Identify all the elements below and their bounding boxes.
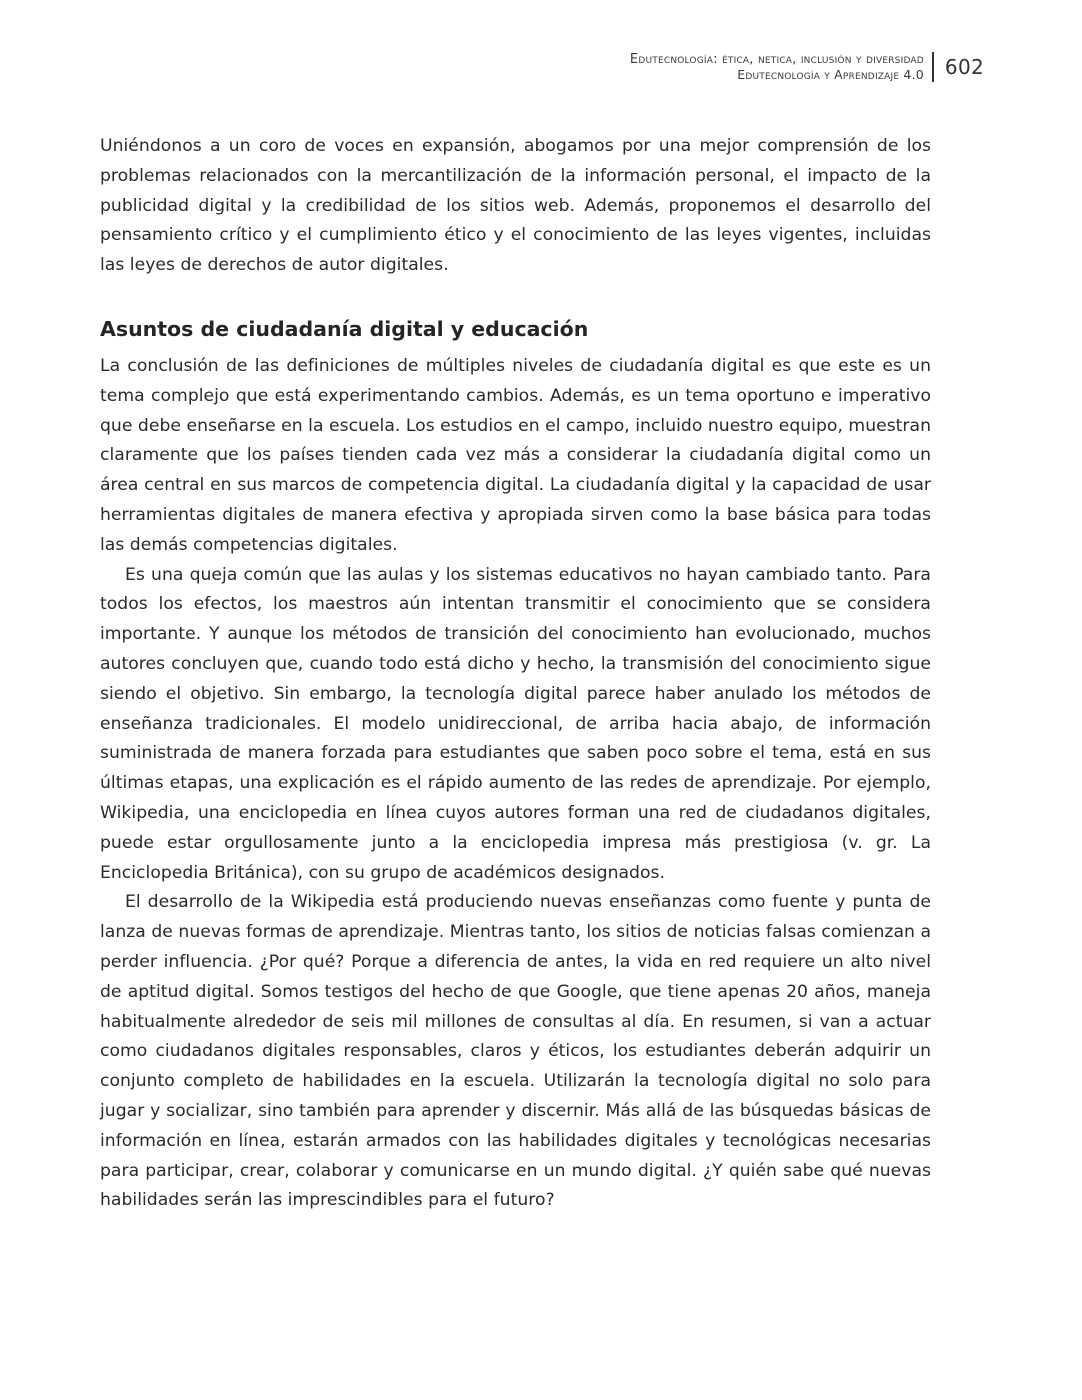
body-paragraph: La conclusión de las definiciones de múltiples niveles de ciudadanía digital es que este es un tema complejo que está experimentando cambios. Además, es un tema oportuno e imperativo que debe enseñarse en la escuela. Los estudios en el campo, incluido nuestro equipo, muestran claramente que los países tienden cada vez más a considerar la ciudadanía digital como un área central en sus marcos de competencia digital. La ciudadanía digital y la capacidad de usar herramientas digitales de manera efectiva y apropiada sirven como la base básica para todas las demás competencias digitales.	[100, 355, 931, 555]
intro-paragraph: Uniéndonos a un coro de voces en expansión, abogamos por una mejor comprensión de los problemas relacionados con la mercantilización de la información personal, el impacto de la publicidad digital y la credibilidad de los sitios web. Además, proponemos el desarrollo del pensamiento crítico y el cumplimiento ético y el conocimiento de las leyes vigentes, incluidas las leyes de derechos de autor digitales.	[100, 136, 931, 276]
header-divider	[932, 52, 934, 82]
page-body	[100, 132, 931, 1216]
running-head-titles	[630, 52, 924, 82]
running-head	[630, 52, 984, 82]
page-number: 602	[944, 55, 984, 79]
book-title: Edutecnología: ética, netica, inclusión y diversidad	[629, 52, 924, 67]
body-paragraph: Es una queja común que las aulas y los sistemas educativos no hayan cambiado tanto. Para todos los efectos, los maestros aún intentan transmitir el conocimiento que se considera importante. Y aunque los métodos de transición del conocimiento han evolucionado, muchos autores concluyen que, cuando todo está dicho y hecho, la transmisión del conocimiento sigue siendo el objetivo. Sin embargo, la tecnología digital parece haber anulado los métodos de enseñanza tradicionales. El modelo unidireccional, de arriba hacia abajo, de información suministrada de manera forzada para estudiantes que saben poco sobre el tema, está en sus últimas etapas, una explicación es el rápido aumento de las redes de aprendizaje. Por ejemplo, Wikipedia, una enciclopedia en línea cuyos autores forman una red de ciudadanos digitales, puede estar orgullosamente junto a la enciclopedia impresa más prestigiosa (v. gr. La Enciclopedia Británica), con su grupo de académicos designados.	[100, 564, 931, 883]
section-heading: Asuntos de ciudadanía digital y educación	[100, 316, 589, 341]
body-paragraph: El desarrollo de la Wikipedia está produciendo nuevas enseñanzas como fuente y punta de lanza de nuevas formas de aprendizaje. Mientras tanto, los sitios de noticias falsas comienzan a perder influencia. ¿Por qué? Porque a diferencia de antes, la vida en red requiere un alto nivel de aptitud digital. Somos testigos del hecho de que Google, que tiene apenas 20 años, maneja habitualmente alrededor de seis mil millones de consultas al día. En resumen, si van a actuar como ciudadanos digitales responsables, claros y éticos, los estudiantes deberán adquirir un conjunto completo de habilidades en la escuela. Utilizarán la tecnología digital no solo para jugar y socializar, sino también para aprender y discernir. Más allá de las búsquedas básicas de información en línea, estarán armados con las habilidades digitales y tecnológicas necesarias para participar, crear, colaborar y comunicarse en un mundo digital. ¿Y quién sabe qué nuevas habilidades serán las imprescindibles para el futuro?	[100, 892, 931, 1211]
section-title: Edutecnología y Aprendizaje 4.0	[737, 67, 924, 82]
